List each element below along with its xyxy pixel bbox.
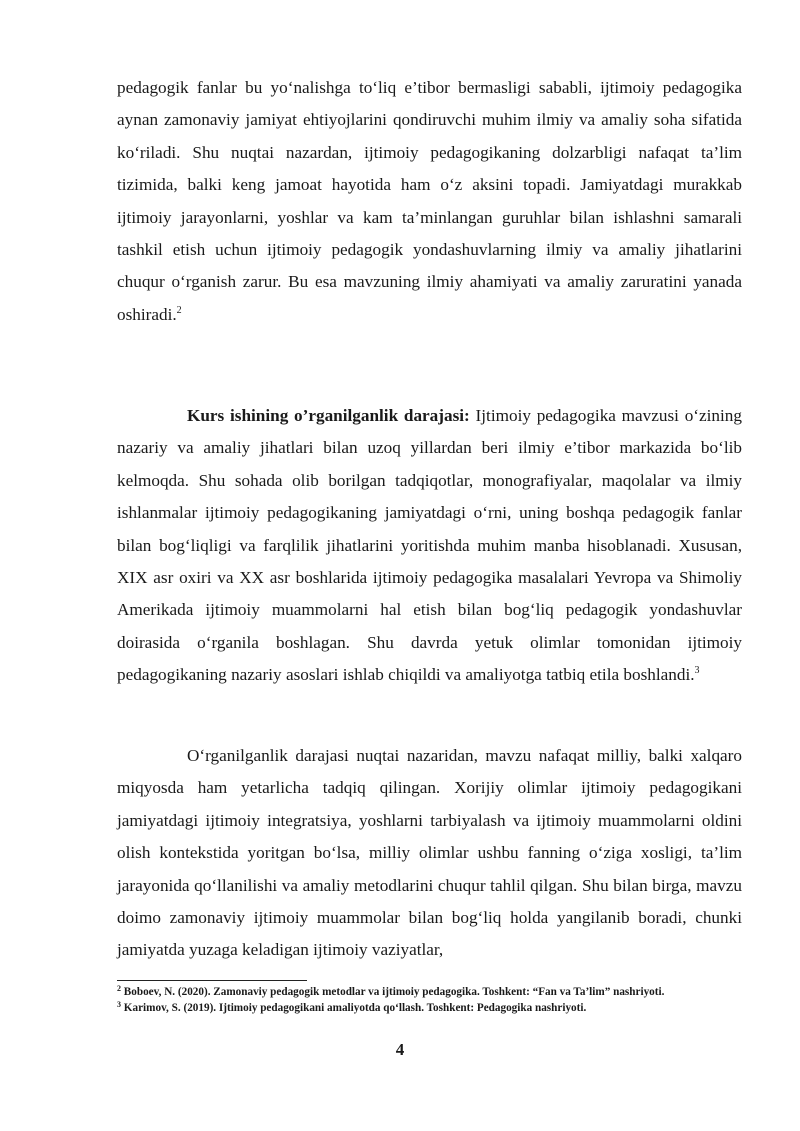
footnote-separator bbox=[117, 980, 307, 981]
page-number: 4 bbox=[395, 1040, 405, 1059]
footnote-number: 3 bbox=[117, 999, 121, 1009]
footnote-text: Boboev, N. (2020). Zamonaviy pedagogik metodlar va ijtimoiy pedagogika. Toshkent: “Fan va Ta’lim” nashriyoti. bbox=[121, 986, 665, 998]
paragraph-text: O‘rganilganlik darajasi nuqtai nazaridan, mavzu nafaqat milliy, balki xalqaro miqyosda ham yetarlicha tadqiq qilingan. Xorijiy olimlar ijtimoiy pedagogikani jamiyatdagi ijtimoiy integratsiya, yoshlarni tarbiyalash va ijtimoiy muammolarni oldini olish kontekstida yoritgan bo‘lsa, milliy olimlar ushbu fanning o‘ziga xosligi, ta’lim jarayonida qo‘llanilishi va amaliy metodlarini chuqur tahlil qilgan. Shu bilan birga, mavzu doimo zamonaviy ijtimoiy muammolar bilan bog‘liq holda yangilanib boradi, chunki jamiyatda yuzaga keladigan ijtimoiy vaziyatlar, bbox=[117, 746, 742, 960]
paragraph-text: pedagogik fanlar bu yo‘nalishga to‘liq e’tibor bermasligi sababli, ijtimoiy pedagogika aynan zamonaviy jamiyat ehtiyojlarini qondiruvchi muhim ilmiy va amaliy soha sifatida ko‘riladi. Shu nuqtai nazardan, ijtimoiy pedagogikaning dolzarbligi nafaqat ta’lim tizimida, balki keng jamoat hayotida ham o‘z aksini topadi. Jamiyatdagi murakkab ijtimoiy jarayonlarni, yoshlar va kam ta’minlangan guruhlar bilan ishlashni samarali tashkil etish uchun ijtimoiy pedagogik yondashuvlarning ilmiy va amaliy jihatlarini chuqur o‘rganish zarur. Bu esa mavzuning ilmiy ahamiyati va amaliy zaruratini yanada oshiradi. bbox=[117, 78, 742, 324]
footnote-number: 2 bbox=[117, 984, 121, 993]
footnote bbox=[117, 1001, 742, 1017]
footnote-reference[interactable]: 2 bbox=[176, 304, 182, 316]
footnote bbox=[117, 985, 742, 1001]
paragraph-text: Ijtimoiy pedagogika mavzusi o‘zining nazariy va amaliy jihatlari bilan uzoq yillardan beri ilmiy e’tibor markazida bo‘lib kelmoqda. Shu sohada olib borilgan tadqiqotlar, monografiyalar, maqolalar va ilmiy ishlanmalar ijtimoiy pedagogikaning jamiyatdagi o‘rni, uning boshqa pedagogik fanlar bilan bog‘liqligi va farqlilik jihatlarini yoritishda muhim manba hisoblanadi. Xususan, XIX asr oxiri va XX asr boshlarida ijtimoiy pedagogika masalalari Yevropa va Shimoliy Amerikada ijtimoiy muammolarni hal etish bilan bog‘liq pedagogik yondashuvlar doirasida o‘rganila boshlagan. Shu davrda yetuk olimlar tomonidan ijtimoiy pedagogikaning nazariy asoslari ishlab chiqildi va amaliyotga tatbiq etila boshlandi. bbox=[117, 406, 742, 685]
section-heading: Kurs ishining o’rganilganlik darajasi: bbox=[187, 406, 470, 425]
footnote-reference[interactable]: 3 bbox=[694, 665, 700, 677]
body-paragraph bbox=[117, 740, 742, 967]
footnotes bbox=[117, 985, 742, 1016]
body-paragraph bbox=[117, 400, 742, 692]
body-paragraph bbox=[117, 72, 742, 331]
footnote-text: Karimov, S. (2019). Ijtimoiy pedagogikani amaliyotda qo‘llash. Toshkent: Pedagogika nashriyoti. bbox=[121, 1001, 587, 1014]
